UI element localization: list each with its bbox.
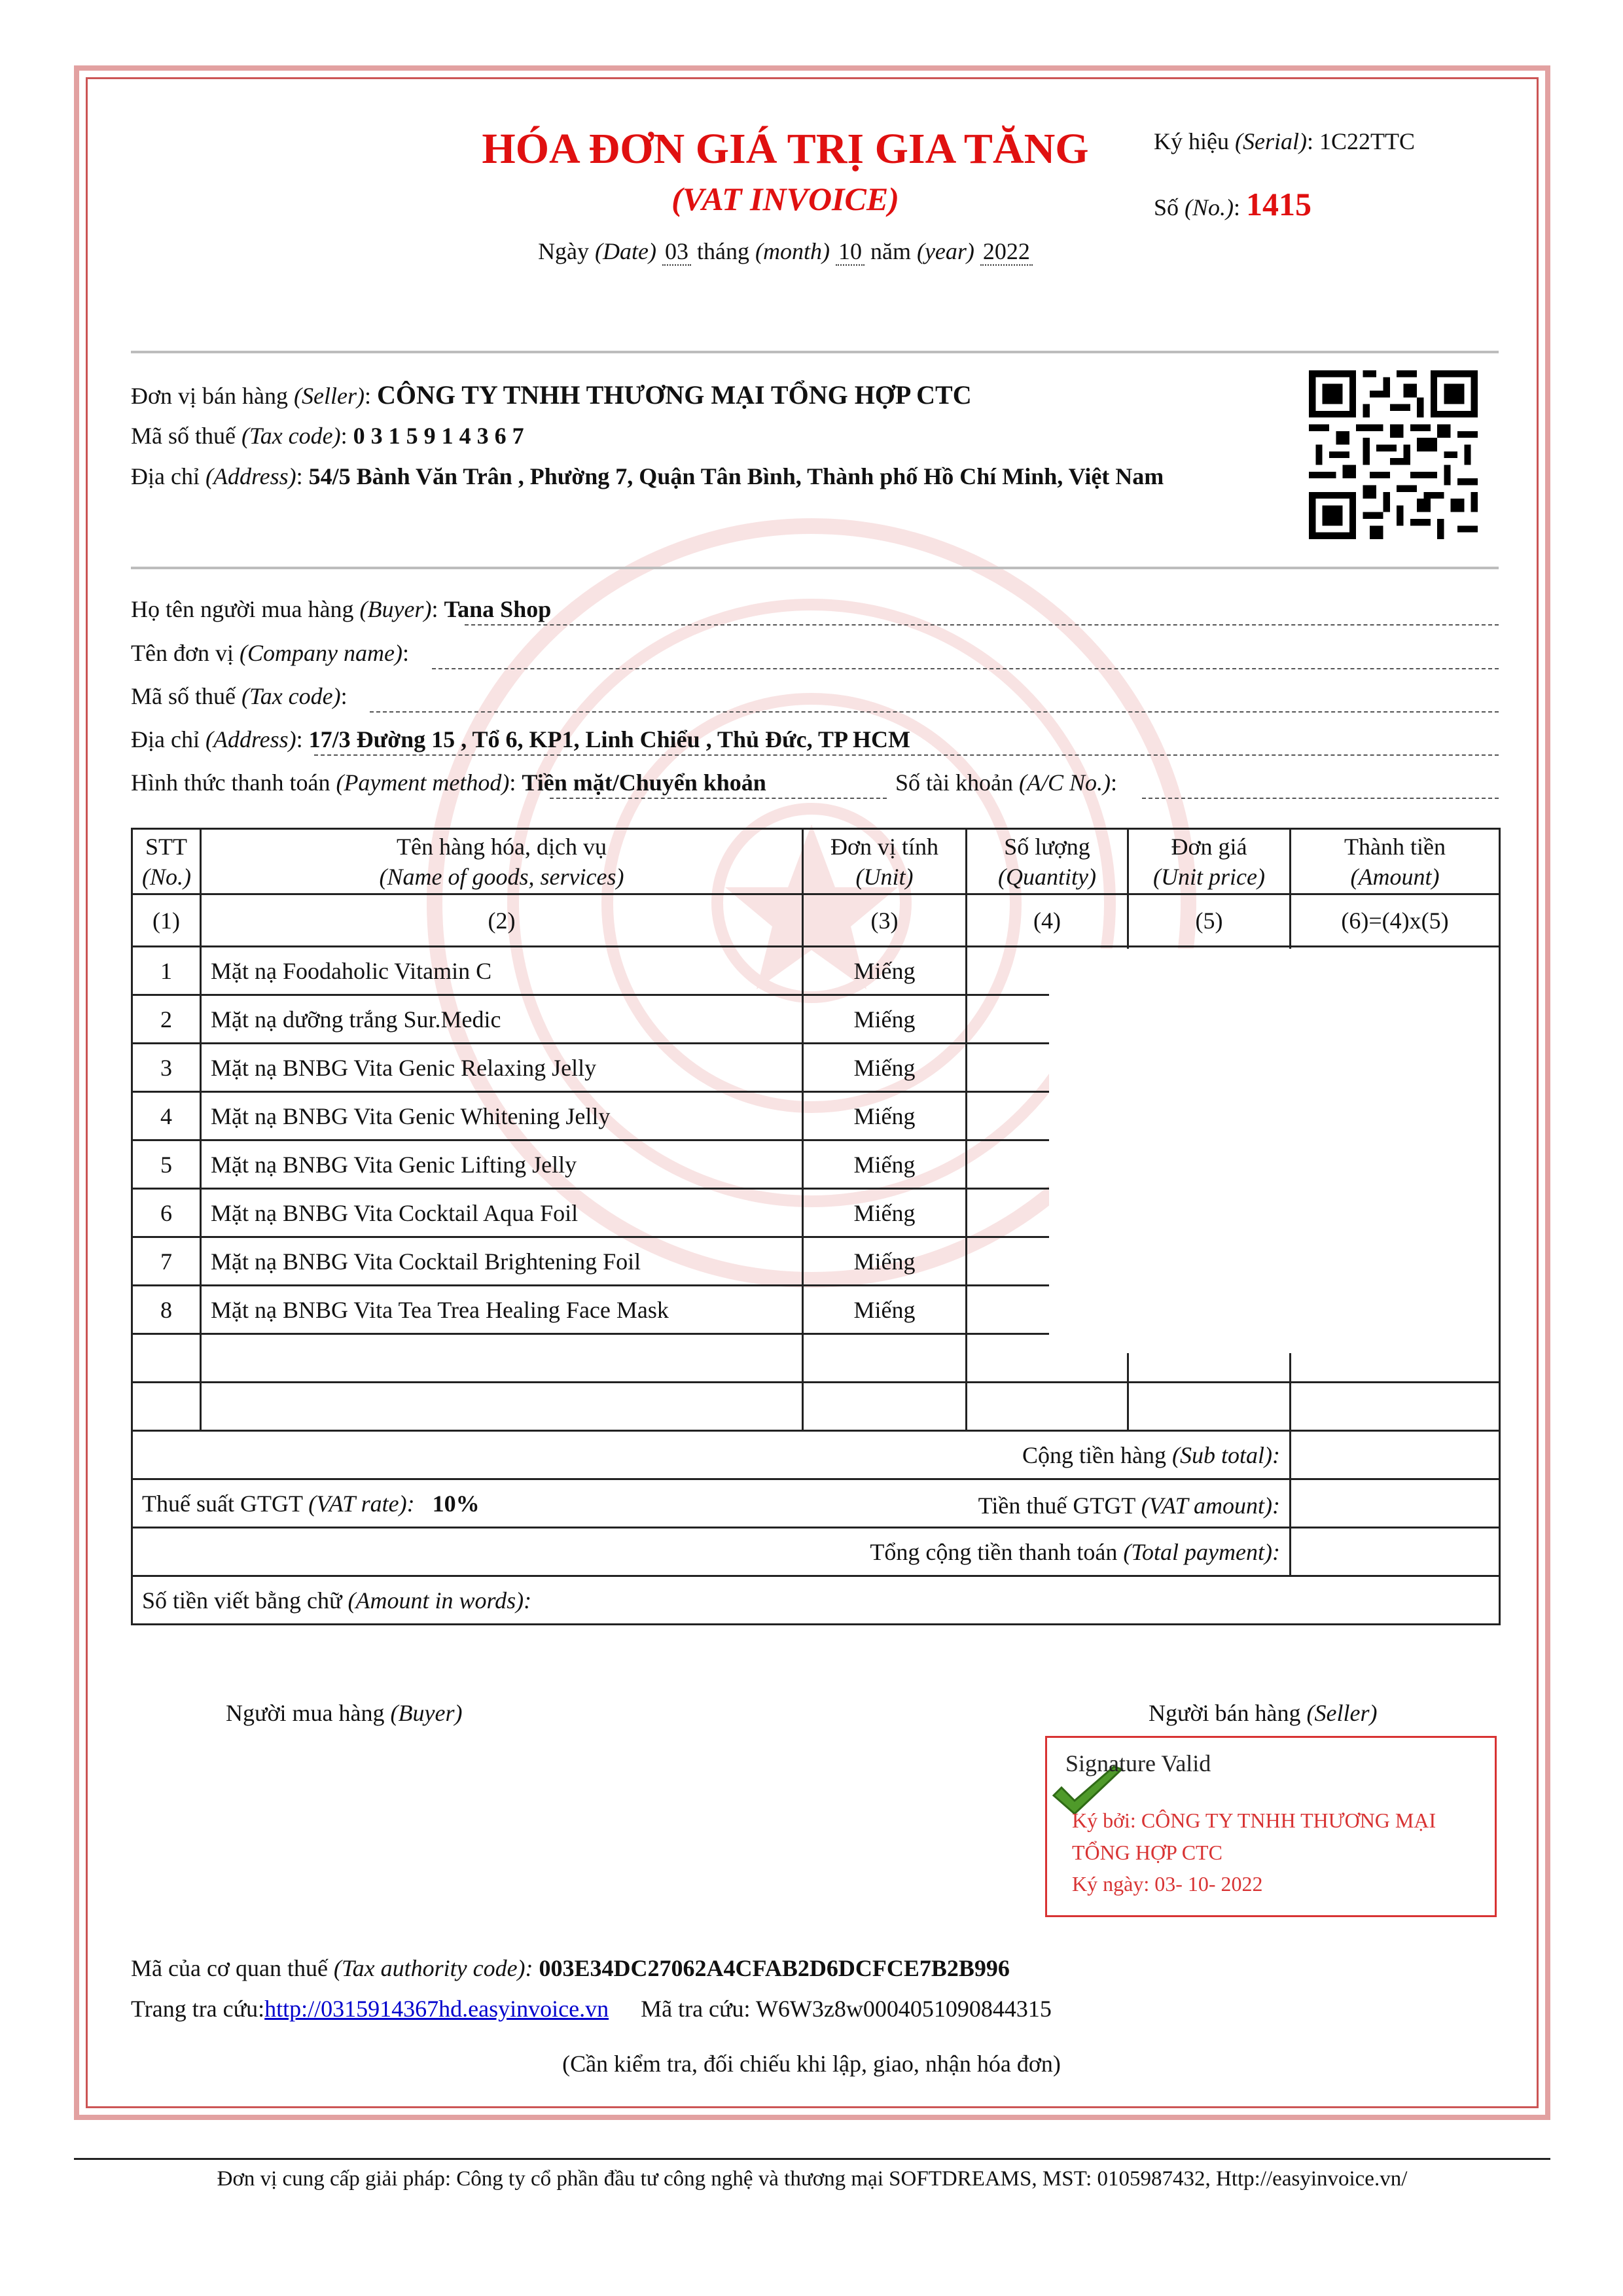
buyer-name-line: [465, 624, 1499, 626]
header-cell: Thành tiền (Amount): [1291, 829, 1500, 894]
row-no: 1: [132, 947, 201, 995]
row-unit: Miếng: [803, 947, 967, 995]
check-note: (Cần kiểm tra, đối chiếu khi lập, giao, nhận hóa đơn): [562, 2051, 1061, 2077]
invoice-title: HÓA ĐƠN GIÁ TRỊ GIA TĂNG: [482, 125, 1089, 173]
signature-valid-text: Signature Valid: [1065, 1750, 1211, 1776]
table-row-empty: [132, 1383, 1500, 1431]
header-cell: Số lượng (Quantity): [967, 829, 1128, 894]
row-no: 8: [132, 1286, 201, 1334]
buyer-tax-row: Mã số thuế (Tax code):: [131, 683, 348, 709]
invoice-number: 1415: [1246, 186, 1312, 222]
table-index-row: [132, 894, 1500, 947]
invoice-number-row: Số (No.): 1415: [1154, 186, 1312, 222]
payment-line: [550, 798, 887, 799]
signed-by-line-1: Ký bởi: CÔNG TY TNHH THƯƠNG MẠI: [1072, 1809, 1436, 1832]
seller-tax-code: 0 3 1 5 9 1 4 3 6 7: [353, 423, 524, 449]
row-name: Mặt nạ BNBG Vita Genic Relaxing Jelly: [201, 1044, 803, 1092]
row-no: 3: [132, 1044, 201, 1092]
footer-divider: [74, 2158, 1550, 2160]
row-no: 6: [132, 1189, 201, 1237]
vat-row: Thuế suất GTGT (VAT rate): 10% Tiền thuế GTGT (VAT amount):: [132, 1479, 1500, 1528]
serial-row: Ký hiệu (Serial): 1C22TTC: [1154, 128, 1415, 154]
divider: [131, 351, 1499, 353]
payment-row: Hình thức thanh toán (Payment method): Tiền mặt/Chuyển khoản: [131, 769, 766, 796]
words-row: Số tiền viết bằng chữ (Amount in words):: [132, 1576, 1500, 1625]
vat-amount-value: [1291, 1479, 1500, 1528]
row-unit: Miếng: [803, 995, 967, 1044]
seller-address: 54/5 Bành Văn Trân , Phường 7, Quận Tân Bình, Thành phố Hồ Chí Minh, Việt Nam: [308, 463, 1164, 489]
seller-name-row: Đơn vị bán hàng (Seller): CÔNG TY TNHH THƯƠNG MẠI TỔNG HỢP CTC: [131, 380, 972, 410]
payment-method: Tiền mặt/Chuyển khoản: [522, 769, 766, 796]
row-no: 5: [132, 1140, 201, 1189]
row-unit: Miếng: [803, 1140, 967, 1189]
qr-code-icon: [1309, 370, 1478, 540]
lookup-row: Trang tra cứu:http://0315914367hd.easyinvoice.vn Mã tra cứu: W6W3z8w0004051090844315: [131, 1996, 1052, 2022]
row-unit: Miếng: [803, 1237, 967, 1286]
row-name: Mặt nạ BNBG Vita Cocktail Aqua Foil: [201, 1189, 803, 1237]
tax-authority-row: Mã của cơ quan thuế (Tax authority code): 003E34DC27062A4CFAB2D6DCFCE7B2B996: [131, 1955, 1010, 1981]
vat-rate: 10%: [432, 1490, 480, 1517]
row-name: Mặt nạ dưỡng trắng Sur.Medic: [201, 995, 803, 1044]
row-unit: Miếng: [803, 1092, 967, 1140]
account-row: Số tài khoản (A/C No.):: [895, 769, 1117, 796]
buyer-name-row: Họ tên người mua hàng (Buyer): Tana Shop: [131, 596, 552, 622]
divider: [131, 567, 1499, 569]
signed-date: Ký ngày: 03- 10- 2022: [1072, 1872, 1263, 1896]
index-cell: (3): [803, 894, 967, 947]
total-row: Tổng cộng tiền thanh toán (Total payment):: [132, 1528, 1500, 1576]
buyer-signature-label: Người mua hàng (Buyer): [226, 1700, 463, 1726]
index-cell: (1): [132, 894, 201, 947]
row-unit: Miếng: [803, 1286, 967, 1334]
table-header-row: [132, 829, 1500, 894]
seller-name: CÔNG TY TNHH THƯƠNG MẠI TỔNG HỢP CTC: [376, 380, 972, 410]
header-cell: Đơn giá (Unit price): [1128, 829, 1291, 894]
index-cell: (2): [201, 894, 803, 947]
buyer-company-row: Tên đơn vị (Company name):: [131, 640, 409, 666]
header-cell: Đơn vị tính (Unit): [803, 829, 967, 894]
subtotal-row: Cộng tiền hàng (Sub total):: [132, 1431, 1500, 1479]
row-no: 4: [132, 1092, 201, 1140]
date-day: 03: [662, 238, 691, 266]
header-cell: STT (No.): [132, 829, 201, 894]
index-cell: (4): [967, 894, 1128, 947]
row-name: Mặt nạ BNBG Vita Cocktail Brightening Foil: [201, 1237, 803, 1286]
buyer-name: Tana Shop: [444, 596, 552, 622]
index-cell: (5): [1128, 894, 1291, 947]
account-line: [1142, 798, 1499, 799]
header-cell: Tên hàng hóa, dịch vụ (Name of goods, services): [201, 829, 803, 894]
provider-text: Đơn vị cung cấp giải pháp: Công ty cổ phần đầu tư công nghệ và thương mại SOFTDREAMS, MST: 0105987432, Http://easyinvoice.vn/: [217, 2167, 1408, 2191]
buyer-tax-line: [370, 711, 1499, 713]
redacted-area: [1049, 949, 1499, 1353]
tax-authority-code: 003E34DC27062A4CFAB2D6DCFCE7B2B996: [539, 1955, 1010, 1981]
digital-signature-box: [1045, 1736, 1497, 1917]
serial-value: 1C22TTC: [1319, 128, 1415, 154]
lookup-code: W6W3z8w0004051090844315: [755, 1996, 1052, 2022]
buyer-company-line: [432, 668, 1499, 669]
row-name: Mặt nạ BNBG Vita Genic Lifting Jelly: [201, 1140, 803, 1189]
seller-tax-row: Mã số thuế (Tax code): 0 3 1 5 9 1 4 3 6 7: [131, 423, 524, 449]
row-no: 2: [132, 995, 201, 1044]
invoice-date: Ngày (Date) 03 tháng (month) 10 năm (year) 2022: [393, 238, 1178, 265]
seller-address-row: Địa chỉ (Address): 54/5 Bành Văn Trân , Phường 7, Quận Tân Bình, Thành phố Hồ Chí Minh, Việt Nam: [131, 463, 1164, 489]
date-year: 2022: [980, 238, 1033, 266]
seller-signature-label: Người bán hàng (Seller): [1149, 1700, 1378, 1726]
row-name: Mặt nạ Foodaholic Vitamin C: [201, 947, 803, 995]
row-unit: Miếng: [803, 1044, 967, 1092]
buyer-address: 17/3 Đường 15 , Tổ 6, KP1, Linh Chiểu , Thủ Đức, TP HCM: [308, 726, 910, 752]
invoice-subtitle: (VAT INVOICE): [671, 181, 899, 217]
buyer-address-line: [314, 754, 1499, 756]
total-value: [1291, 1528, 1500, 1576]
index-cell: (6)=(4)x(5): [1291, 894, 1500, 947]
date-month: 10: [836, 238, 865, 266]
row-no: 7: [132, 1237, 201, 1286]
row-unit: Miếng: [803, 1189, 967, 1237]
signed-by-line-2: TỔNG HỢP CTC: [1072, 1841, 1222, 1864]
subtotal-value: [1291, 1431, 1500, 1479]
lookup-link[interactable]: http://0315914367hd.easyinvoice.vn: [264, 1996, 609, 2022]
row-name: Mặt nạ BNBG Vita Tea Trea Healing Face Mask: [201, 1286, 803, 1334]
buyer-address-row: Địa chỉ (Address): 17/3 Đường 15 , Tổ 6, KP1, Linh Chiểu , Thủ Đức, TP HCM: [131, 726, 910, 752]
row-name: Mặt nạ BNBG Vita Genic Whitening Jelly: [201, 1092, 803, 1140]
